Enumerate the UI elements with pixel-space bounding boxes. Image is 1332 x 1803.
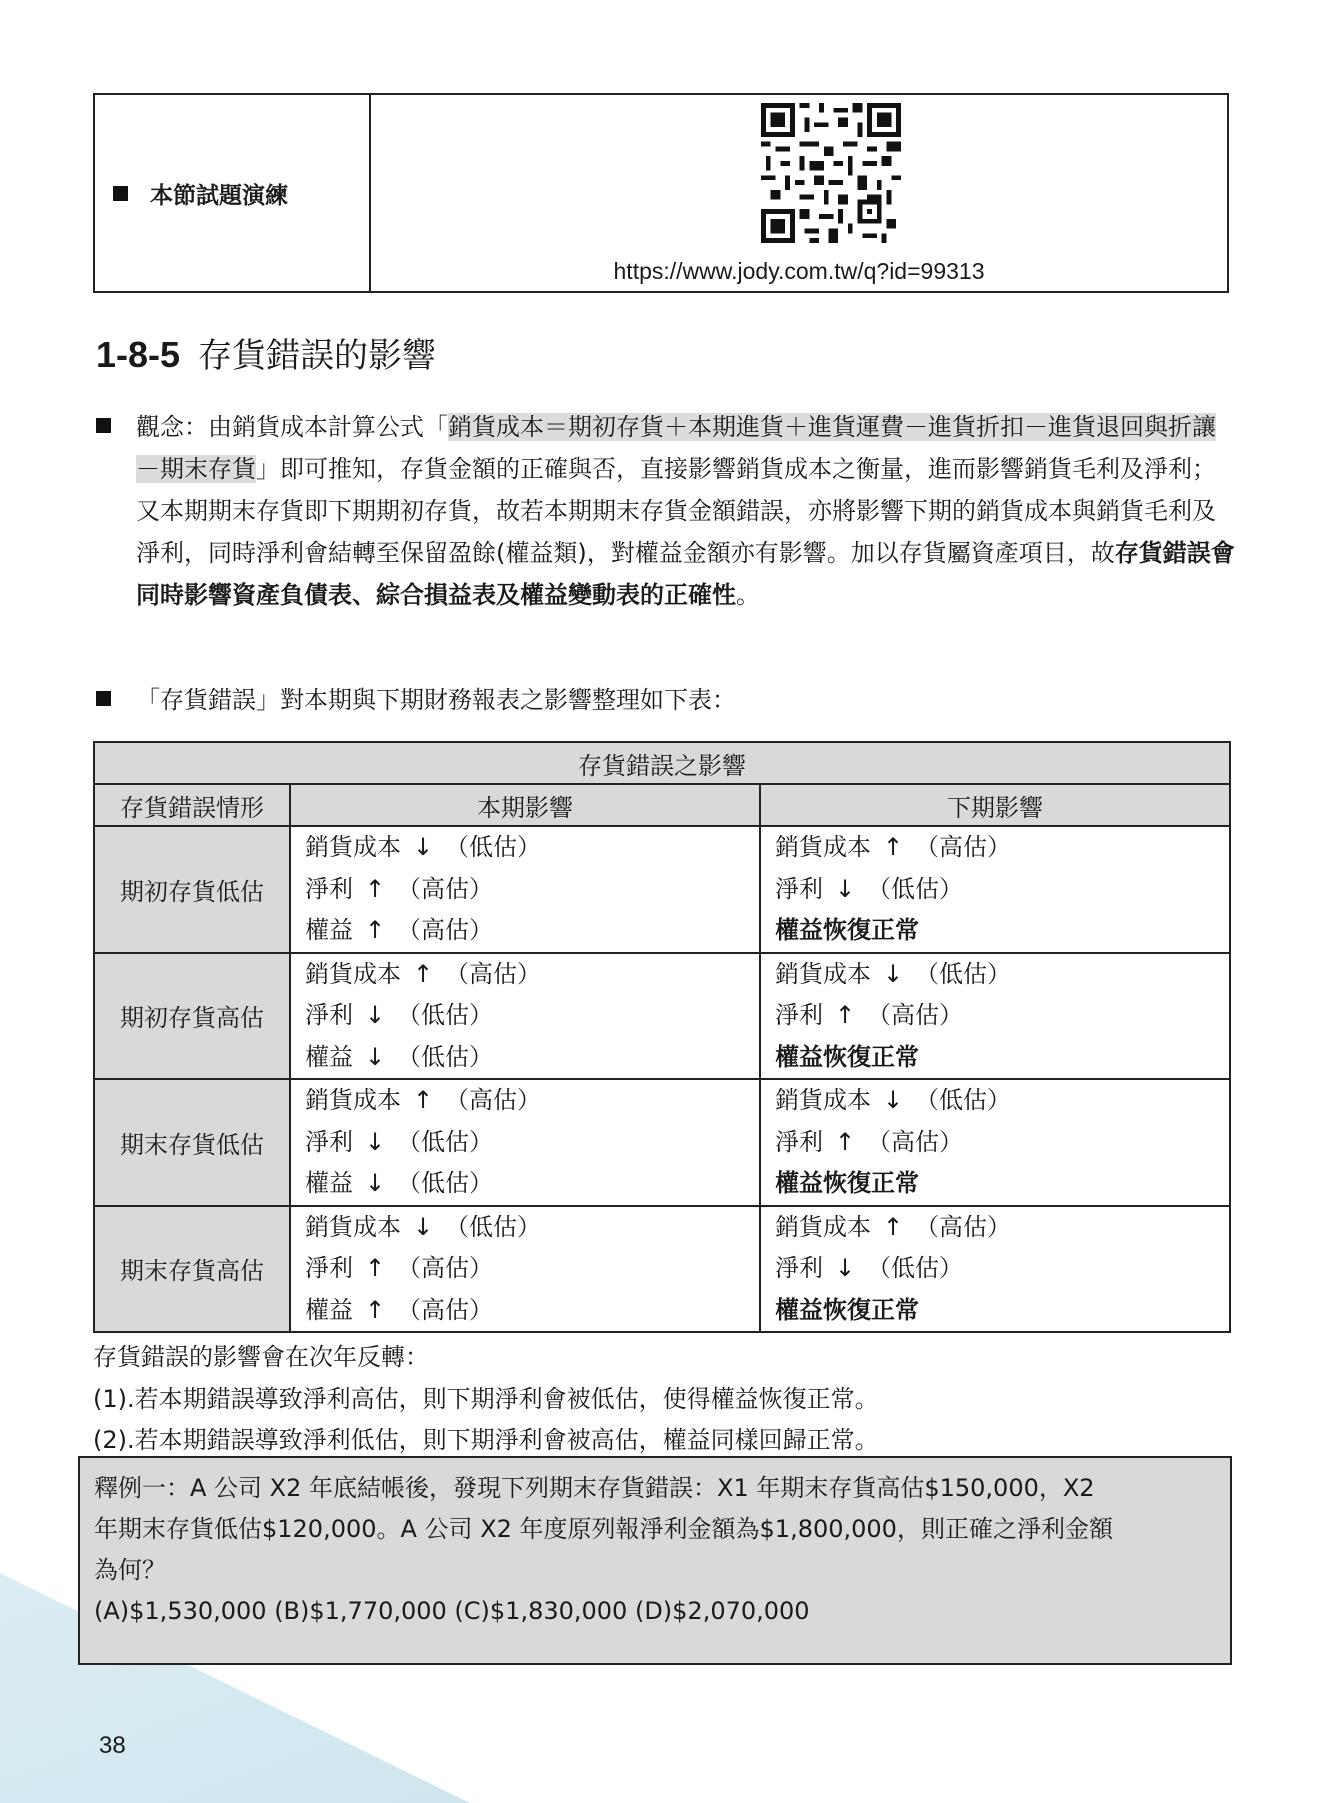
effect-line — [305, 995, 759, 1037]
effect-status: （低估） — [397, 1169, 493, 1197]
effect-item: 淨利 — [775, 1254, 823, 1282]
effect-status: （高估） — [445, 959, 541, 988]
effect-status: （低估） — [867, 874, 963, 903]
effect-line — [305, 1163, 759, 1205]
effect-status: （低估） — [397, 1001, 493, 1029]
effect-status: （高估） — [867, 1001, 963, 1029]
effect-item: 淨利 — [775, 1127, 823, 1156]
effect-status: （高估） — [397, 916, 493, 944]
table-body — [94, 826, 1230, 1332]
qr-cell — [371, 95, 1227, 291]
example-line: 釋例一：A 公司 X2 年底結帳後，發現下列期末存貨錯誤：X1 年期末存貨高估$150,000，X2 — [94, 1474, 1095, 1502]
practice-url[interactable]: https://www.jody.com.tw/q?id=99313 — [613, 258, 985, 284]
error-case-cell: 期末存貨低估 — [94, 1079, 290, 1206]
concept-emphasis: 存貨錯誤會同時影響資產負債表、綜合損益表及權益變動表的正確性 — [136, 539, 1235, 609]
effect-line — [305, 1080, 759, 1122]
effect-status: （高估） — [397, 874, 493, 903]
section-title — [96, 328, 436, 377]
concept-text-1: 觀念：由銷貨成本計算公式「 — [136, 413, 448, 441]
next-effect-cell — [760, 1206, 1230, 1333]
table-row — [94, 953, 1230, 1080]
current-effect-cell — [290, 826, 760, 953]
effect-status: （高估） — [397, 1295, 493, 1324]
error-case-cell: 期初存貨高估 — [94, 953, 290, 1080]
current-effect-cell — [290, 1079, 760, 1206]
inventory-error-table — [93, 741, 1231, 1333]
effect-line — [775, 995, 1229, 1037]
effect-line — [305, 1037, 759, 1079]
direction-arrow-icon: ↓ — [412, 833, 434, 861]
practice-label-cell — [95, 95, 371, 291]
table-title: 存貨錯誤之影響 — [94, 742, 1230, 784]
direction-arrow-icon: ↓ — [364, 1169, 386, 1197]
example-box — [78, 1456, 1232, 1665]
effect-item: 銷貨成本 — [305, 1212, 401, 1241]
effect-line — [775, 1207, 1229, 1249]
direction-arrow-icon: ↑ — [882, 833, 904, 861]
effect-status: （低估） — [445, 833, 541, 861]
section-heading: 存貨錯誤的影響 — [198, 336, 437, 376]
error-case-cell: 期初存貨低估 — [94, 826, 290, 953]
practice-box — [93, 93, 1229, 293]
next-effect-cell — [760, 953, 1230, 1080]
effect-line — [305, 869, 759, 911]
section-number: 1-8-5 — [96, 334, 181, 375]
bullet-square-icon — [113, 186, 128, 201]
effect-line — [305, 910, 759, 952]
note-line: (2).若本期錯誤導致淨利低估，則下期淨利會被高估，權益同樣回歸正常。 — [93, 1426, 879, 1454]
effect-item: 銷貨成本 — [775, 959, 871, 988]
effect-status: （高估） — [397, 1254, 493, 1282]
note-line: (1).若本期錯誤導致淨利高估，則下期淨利會被低估，使得權益恢復正常。 — [93, 1384, 879, 1413]
note-line: 存貨錯誤的影響會在次年反轉： — [93, 1343, 429, 1371]
effect-item: 淨利 — [305, 1127, 353, 1156]
table-intro-text: 「存貨錯誤」對本期與下期財務報表之影響整理如下表： — [136, 686, 736, 714]
effect-line — [775, 954, 1229, 996]
direction-arrow-icon: ↑ — [412, 959, 434, 988]
effect-line — [305, 1207, 759, 1249]
effect-item: 淨利 — [775, 1001, 823, 1029]
effect-item: 銷貨成本 — [305, 1086, 401, 1114]
page-number: 38 — [99, 1732, 126, 1759]
effect-item: 權益 — [305, 1042, 353, 1071]
column-header: 下期影響 — [760, 784, 1230, 826]
direction-arrow-icon: ↓ — [364, 1127, 386, 1156]
effect-line — [305, 827, 759, 869]
effect-status: （高估） — [867, 1127, 963, 1156]
direction-arrow-icon: ↓ — [834, 1254, 856, 1282]
example-options: (A)$1,530,000 (B)$1,770,000 (C)$1,830,000 (D)$2,070,000 — [94, 1597, 810, 1625]
table-intro — [96, 679, 1236, 721]
effect-line — [305, 1122, 759, 1164]
effect-item: 銷貨成本 — [775, 1086, 871, 1114]
qr-code-icon[interactable] — [761, 103, 901, 243]
effect-item: 權益 — [305, 1295, 353, 1324]
column-header: 存貨錯誤情形 — [94, 784, 290, 826]
direction-arrow-icon: ↑ — [834, 1127, 856, 1156]
error-case-cell: 期末存貨高估 — [94, 1206, 290, 1333]
effect-status: （高估） — [915, 1212, 1011, 1241]
effect-item: 銷貨成本 — [775, 833, 871, 861]
direction-arrow-icon: ↑ — [882, 1212, 904, 1241]
direction-arrow-icon: ↑ — [364, 1295, 386, 1324]
concept-text-2: 」即可推知，存貨金額的正確與否，直接影響銷貨成本之衡量，進而影響銷貨毛利及淨利；又本期期末存貨即下期期初存貨，故若本期期末存貨金額錯誤，亦將影響下期的銷貨成本與銷貨毛利及淨利，同時淨利會結轉至保留盈餘(權益類)，對權益金額亦有影響。加以存貨屬資產項目，故 — [136, 455, 1216, 567]
direction-arrow-icon: ↓ — [412, 1212, 434, 1241]
effect-item: 銷貨成本 — [305, 833, 401, 861]
effect-status: （低估） — [445, 1212, 541, 1241]
effect-status: （低估） — [915, 959, 1011, 988]
effect-line — [775, 869, 1229, 911]
next-effect-cell — [760, 826, 1230, 953]
effect-line — [775, 1122, 1229, 1164]
effect-status: （低估） — [397, 1042, 493, 1071]
effect-status: （低估） — [397, 1127, 493, 1156]
example-line: 年期末存貨低估$120,000。A 公司 X2 年度原列報淨利金額為$1,800,000，則正確之淨利金額 — [94, 1515, 1113, 1543]
equity-restored-note: 權益恢復正常 — [775, 916, 919, 944]
current-effect-cell — [290, 953, 760, 1080]
effect-status: （低估） — [867, 1254, 963, 1282]
effect-item: 淨利 — [775, 874, 823, 903]
direction-arrow-icon: ↑ — [364, 1254, 386, 1282]
equity-restored-note: 權益恢復正常 — [775, 1169, 919, 1197]
table-row — [94, 1079, 1230, 1206]
direction-arrow-icon: ↓ — [364, 1001, 386, 1029]
example-line: 為何？ — [94, 1556, 166, 1584]
column-header: 本期影響 — [290, 784, 760, 826]
bullet-square-icon — [96, 418, 111, 433]
effect-status: （高估） — [445, 1086, 541, 1114]
effect-item: 淨利 — [305, 1001, 353, 1029]
effect-line — [305, 954, 759, 996]
direction-arrow-icon: ↑ — [364, 916, 386, 944]
direction-arrow-icon: ↓ — [364, 1042, 386, 1071]
effect-status: （高估） — [915, 833, 1011, 861]
direction-arrow-icon: ↓ — [882, 959, 904, 988]
effect-item: 權益 — [305, 1169, 353, 1197]
effect-item: 銷貨成本 — [775, 1212, 871, 1241]
concept-end: 。 — [736, 581, 760, 609]
effect-item: 權益 — [305, 916, 353, 944]
table-row — [94, 1206, 1230, 1333]
effect-item: 淨利 — [305, 874, 353, 903]
formula-highlight-1: 銷貨成本＝期初存貨＋本期進貨＋進貨運費－進貨折扣－進貨 — [448, 413, 1096, 441]
direction-arrow-icon: ↑ — [834, 1001, 856, 1029]
effect-line — [775, 1080, 1229, 1122]
practice-label: 本節試題演練 — [150, 182, 288, 209]
current-effect-cell — [290, 1206, 760, 1333]
next-effect-cell — [760, 1079, 1230, 1206]
reversal-notes — [93, 1337, 879, 1462]
concept-paragraph — [96, 406, 1236, 616]
direction-arrow-icon: ↓ — [882, 1086, 904, 1114]
effect-line — [305, 1248, 759, 1290]
formula-highlight-2: 退回與折讓－期末存貨 — [136, 413, 1216, 483]
effect-item: 淨利 — [305, 1254, 353, 1282]
table-row — [94, 826, 1230, 953]
effect-line — [305, 1290, 759, 1332]
direction-arrow-icon: ↑ — [364, 874, 386, 903]
equity-restored-note: 權益恢復正常 — [775, 1295, 919, 1324]
effect-line — [775, 1248, 1229, 1290]
effect-status: （低估） — [915, 1086, 1011, 1114]
effect-item: 銷貨成本 — [305, 959, 401, 988]
direction-arrow-icon: ↑ — [412, 1086, 434, 1114]
direction-arrow-icon: ↓ — [834, 874, 856, 903]
bullet-square-icon — [96, 691, 111, 706]
equity-restored-note: 權益恢復正常 — [775, 1042, 919, 1071]
effect-line — [775, 827, 1229, 869]
